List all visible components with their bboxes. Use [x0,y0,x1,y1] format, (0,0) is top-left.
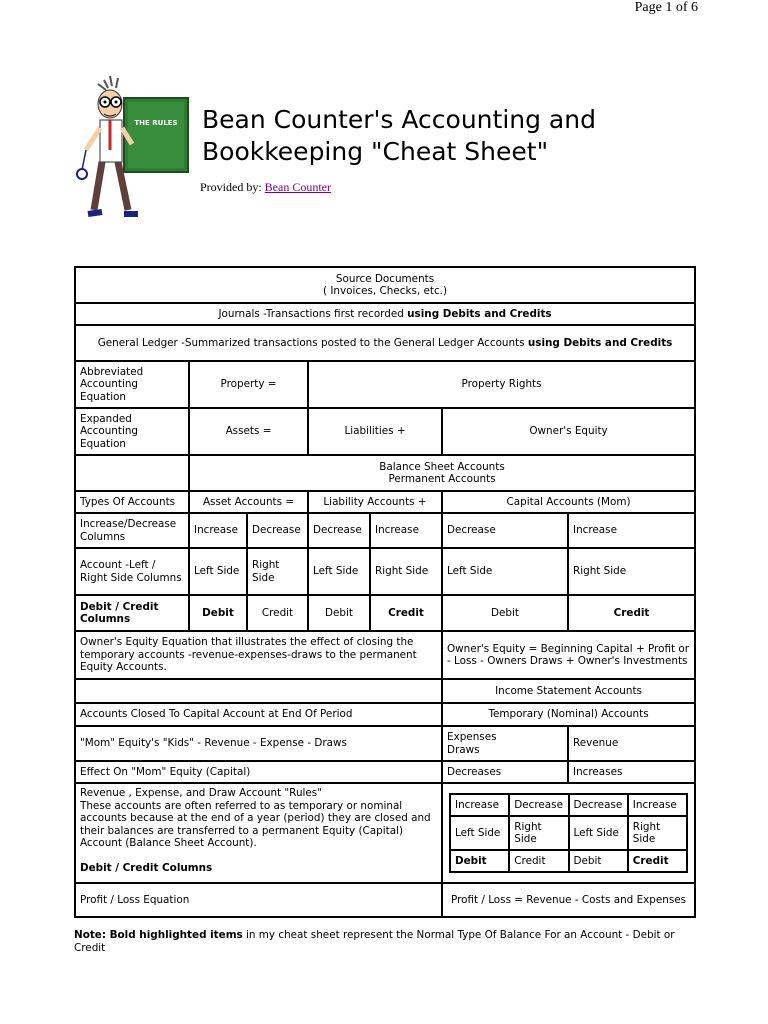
row-expanded-equation [75,408,695,455]
incdec-label: Increase/Decrease Columns [75,513,189,548]
incdec-c1: Increase [189,513,247,548]
sides-c1: Left Side [189,548,247,595]
debcred-c1: Debit [189,595,247,631]
bean-counter-link[interactable]: Bean Counter [264,180,331,194]
mom-kids-label: "Mom" Equity's "Kids" - Revenue - Expense - Draws [75,726,442,761]
source-documents-examples: ( Invoices, Checks, etc.) [323,285,448,297]
types-label: Types Of Accounts [75,491,189,513]
rules-debit-credit-label: Debit / Credit Columns [80,861,213,874]
asset-accounts-cell: Asset Accounts = [189,491,308,513]
title-line-1: Bean Counter's Accounting and [202,105,596,134]
property-cell: Property = [189,361,308,408]
expenses-draws-cell [442,726,568,761]
row-journals [75,303,695,325]
rules-title: Revenue , Expense, and Draw Account "Rules" [80,787,322,799]
sides-c6: Right Side [568,548,695,595]
incdec-c2: Decrease [247,513,308,548]
decreases-cell: Decreases [442,761,568,783]
rules-r3-c1: Debit [450,850,509,872]
bean-counter-cartoon-icon [74,70,194,230]
sides-c5: Left Side [442,548,568,595]
source-documents-title: Source Documents [335,272,435,285]
row-source-docs [75,267,695,303]
draws-label: Draws [447,743,480,756]
owners-equity-desc: Owner's Equity Equation that illustrates the effect of closing the temporary accounts -revenue-expenses-draws to the permanent Equity Accounts. [75,631,442,679]
balance-sheet-title: Balance Sheet Accounts [379,460,505,473]
expanded-label: Expanded Accounting Equation [75,408,189,455]
revenue-cell: Revenue [568,726,695,761]
row-kids [75,726,695,761]
income-blank-cell [75,679,442,703]
debcred-label: Debit / Credit Columns [75,595,189,631]
closed-accounts-label: Accounts Closed To Capital Account at End Of Period [75,703,442,726]
rules-r1-c2: Decrease [509,794,568,816]
rules-r2-c2: Right Side [509,816,568,850]
debcred-c2: Credit [247,595,308,631]
profit-loss-label: Profit / Loss Equation [75,883,442,917]
page-title [202,104,596,168]
rules-r3-c3: Debit [569,850,628,872]
rules-row-debcred [450,850,687,872]
rules-cell [75,783,442,883]
owners-equity-formula: Owner's Equity = Beginning Capital + Profit or - Loss - Owners Draws + Owner's Investments [442,631,695,679]
row-balance-sheet [75,455,695,491]
provided-by [200,180,331,195]
balance-sheet-cell [189,455,695,491]
journals-bold: using Debits and Credits [407,307,552,320]
ledger-cell [75,325,695,361]
note-text: in my cheat sheet represent the Normal Type Of Balance For an Account - Debit or Credit [74,929,675,954]
rules-inner-cell [442,783,695,883]
sides-label: Account -Left / Right Side Columns [75,548,189,595]
row-rules [75,783,695,883]
sides-c3: Left Side [308,548,370,595]
incdec-c5: Decrease [442,513,568,548]
source-documents-cell [75,267,695,303]
abbreviated-label: Abbreviated Accounting Equation [75,361,189,408]
incdec-c4: Increase [370,513,442,548]
liabilities-cell: Liabilities + [308,408,442,455]
note-bold: Note: Bold highlighted items [74,929,243,941]
income-statement-cell: Income Statement Accounts [442,679,695,703]
rules-r2-c1: Left Side [450,816,509,850]
page-number: Page 1 of 6 [634,0,698,15]
rules-r1-c3: Decrease [569,794,628,816]
rules-r3-c2: Credit [509,850,568,872]
note [74,929,694,955]
row-income-statement [75,679,695,703]
expenses-label: Expenses [447,731,497,743]
row-owners-equity [75,631,695,679]
rules-row-incdec [450,794,687,816]
row-types [75,491,695,513]
liability-accounts-cell: Liability Accounts + [308,491,442,513]
row-closed [75,703,695,726]
balance-blank-cell [75,455,189,491]
row-abbreviated-equation [75,361,695,408]
permanent-accounts-title: Permanent Accounts [388,473,496,485]
journals-text: Journals -Transactions first recorded [218,307,408,320]
rules-description: These accounts are often referred to as temporary or nominal accounts because at the end of a year (period) they are closed and their balances are transferred to a permanent Equity (Capital) Account (Balance Sheet Account). [80,799,431,849]
row-increase-decrease [75,513,695,548]
assets-cell: Assets = [189,408,308,455]
ledger-bold: using Debits and Credits [527,336,673,349]
row-profit-loss [75,883,695,917]
title-line-2: Bookkeeping "Cheat Sheet" [202,137,549,166]
journals-cell [75,303,695,325]
rules-r2-c3: Left Side [569,816,628,850]
rules-r3-c4: Credit [628,850,687,872]
debcred-c6: Credit [568,595,695,631]
rules-r1-c1: Increase [450,794,509,816]
row-ledger [75,325,695,361]
sides-c2: Right Side [247,548,308,595]
sides-c4: Right Side [370,548,442,595]
ledger-text: General Ledger -Summarized transactions posted to the General Ledger Accounts [97,336,528,349]
temporary-accounts-cell: Temporary (Nominal) Accounts [442,703,695,726]
capital-accounts-cell: Capital Accounts (Mom) [442,491,695,513]
row-effect [75,761,695,783]
incdec-c3: Decrease [308,513,370,548]
debcred-c3: Debit [308,595,370,631]
debcred-c4: Credit [370,595,442,631]
row-debit-credit [75,595,695,631]
row-sides [75,548,695,595]
rules-r2-c4: Right Side [628,816,687,850]
rules-inner-table [449,793,688,873]
effect-label: Effect On "Mom" Equity (Capital) [75,761,442,783]
increases-cell: Increases [568,761,695,783]
provided-label: Provided by: [200,180,262,194]
cheat-sheet-table [74,266,696,918]
rules-r1-c4: Increase [628,794,687,816]
property-rights-cell: Property Rights [308,361,695,408]
rules-row-sides [450,816,687,850]
debcred-c5: Debit [442,595,568,631]
owners-equity-cell: Owner's Equity [442,408,695,455]
profit-loss-formula: Profit / Loss = Revenue - Costs and Expenses [442,883,695,917]
sign-text-icon: THE RULES [134,119,178,127]
incdec-c6: Increase [568,513,695,548]
